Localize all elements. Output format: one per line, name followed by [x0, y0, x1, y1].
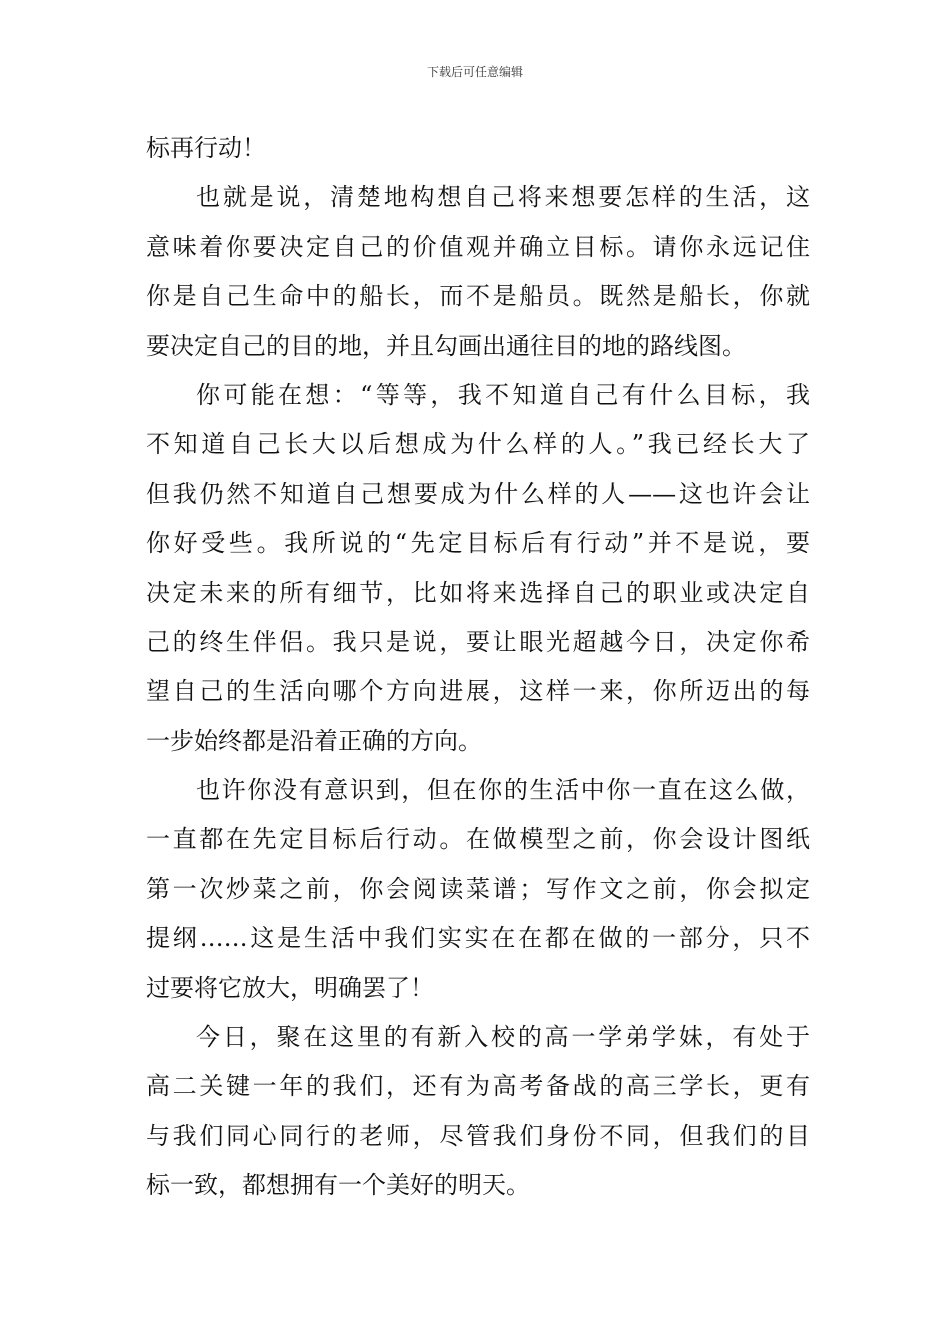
text-line: 但我仍然不知道自己想要成为什么样的人——这也许会让 [146, 479, 810, 508]
text-line: 一直都在先定目标后行动。在做模型之前，你会设计图纸 [146, 825, 810, 854]
text-line: 决定未来的所有细节，比如将来选择自己的职业或决定自 [146, 578, 810, 607]
text-line: 标再行动！ [146, 134, 266, 162]
text-line: 己的终生伴侣。我只是说，要让眼光超越今日，决定你希 [146, 627, 810, 656]
text-line: 今日，聚在这里的有新入校的高一学弟学妹，有处于 [196, 1023, 810, 1052]
text-line: 意味着你要决定自己的价值观并确立目标。请你永远记住 [146, 232, 810, 261]
text-line: 不知道自己长大以后想成为什么样的人。”我已经长大了 [146, 430, 810, 459]
text-line: 第一次炒菜之前，你会阅读菜谱；写作文之前，你会拟定 [146, 874, 810, 903]
text-line: 你可能在想：“等等，我不知道自己有什么目标，我 [196, 380, 810, 409]
text-line: 也许你没有意识到，但在你的生活中你一直在这么做， [196, 776, 810, 805]
text-line: 你是自己生命中的船长，而不是船员。既然是船长，你就 [146, 282, 810, 311]
text-line: 与我们同心同行的老师，尽管我们身份不同，但我们的目 [146, 1121, 810, 1150]
text-line: 过要将它放大，明确罢了！ [146, 973, 434, 1002]
text-line: 望自己的生活向哪个方向进展，这样一来，你所迈出的每 [146, 677, 810, 706]
text-line: 你好受些。我所说的“先定目标后有行动”并不是说，要 [146, 529, 810, 558]
document-body [146, 124, 810, 1211]
text-line: 要决定自己的目的地，并且勾画出通往目的地的路线图。 [146, 331, 746, 360]
text-line: 高二关键一年的我们，还有为高考备战的高三学长，更有 [146, 1072, 810, 1101]
text-line: 也就是说，清楚地构想自己将来想要怎样的生活，这 [196, 183, 810, 212]
text-line: 提纲……这是生活中我们实实在在都在做的一部分，只不 [146, 924, 810, 953]
page-header: 下载后可任意编辑 [426, 65, 523, 79]
text-line: 标一致，都想拥有一个美好的明天。 [146, 1171, 530, 1200]
text-line: 一步始终都是沿着正确的方向。 [146, 726, 482, 755]
